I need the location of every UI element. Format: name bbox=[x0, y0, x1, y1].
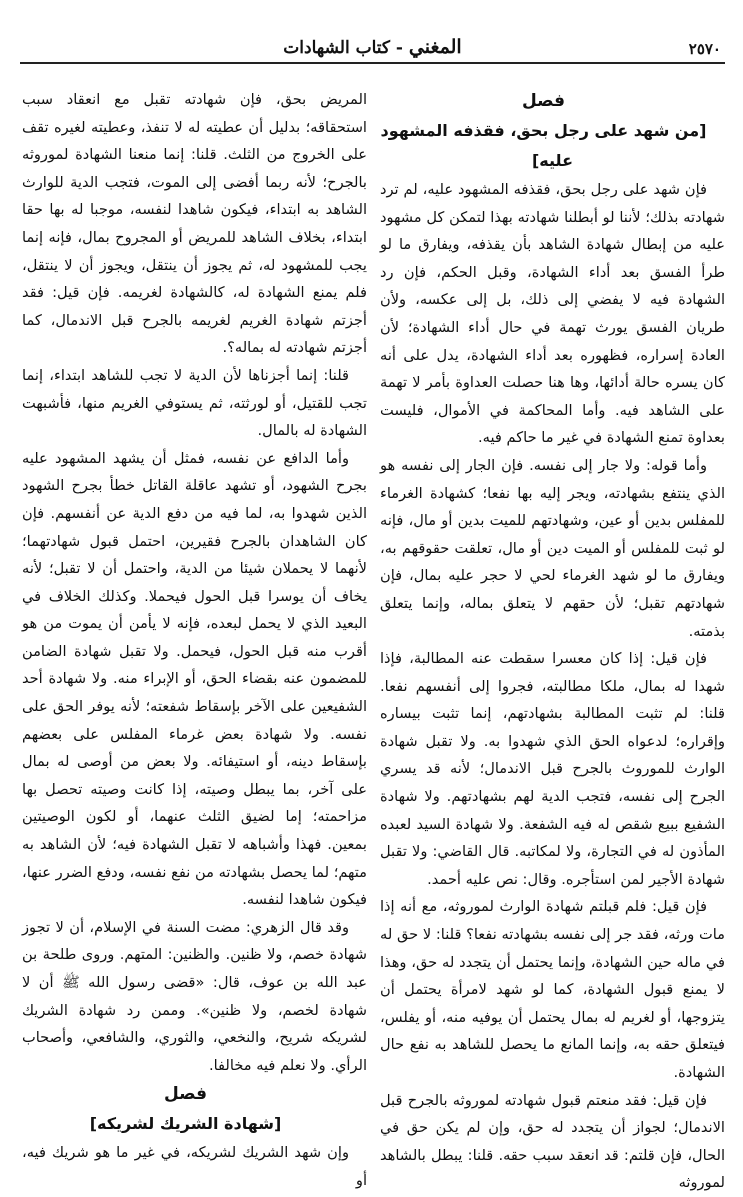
paragraph: فإن شهد على رجل بحق، فقذفه المشهود عليه، لم ترد شهادته بذلك؛ لأننا لو أبطلنا شهادته بهذا لتمكن كل مشهود عليه من إبطال شهادة الشاهد بأن يقذفه، ويفارق ما لو طرأ الفسق بعد أداء الشهادة، وقبل الحكم، فإن رد الشهادة فيه لا يفضي إلى ذلك، بل إلى عكسه، ولأن طريان الفسق يورث تهمة في حال أداء الشهادة؛ لأن العادة إسراره، فظهوره بعد أداء الشهادة، يدل على أنه كان يسره حالة أدائها، وها هنا حصلت العداوة بأمر لا تهمة على الشاهد فيه. وأما المحاكمة في الأموال، فليست بعداوة تمنع الشهادة في غير ما حاكم فيه. bbox=[380, 181, 725, 447]
paragraph: وقد قال الزهري: مضت السنة في الإسلام، أن لا تجوز شهادة خصم، ولا ظنين. والظنين: المتهم. وروى طلحة بن عبد الله بن عوف، قال: «قضى رسول الله ﷺ أن لا شهادة لخصم، ولا ظنين». وممن رد شهادة الشريك لشريكه شريح، والنخعي، والثوري، والشافعي، وأصحاب الرأي. ولا نعلم فيه مخالفا. bbox=[22, 918, 367, 1074]
section-label: فصل bbox=[163, 1084, 208, 1105]
section-label: فصل bbox=[521, 91, 566, 111]
page-number: ٢٥٧٠ bbox=[688, 40, 721, 58]
section-title: [شهادة الشريك لشريكه] bbox=[89, 1114, 282, 1134]
title-separator: - bbox=[390, 38, 409, 58]
paragraph: وإن شهد الشريك لشريكه، في غير ما هو شريك فيه، أو bbox=[22, 1144, 367, 1189]
section-title: [من شهد على رجل بحق، فقذفه المشهود عليه] bbox=[380, 121, 707, 170]
paragraph: المريض بحق، فإن شهادته تقبل مع انعقاد سبب استحقاقه؛ بدليل أن عطيته له لا تنفذ، وعطيته لغيره تقف على الخروج من الثلث. قلنا: إنما منعنا الشهادة لموروثه بالجرح؛ لأنه ربما أفضى إلى الموت، فتجب الدية للوارث الشاهد به ابتداء، فيكون شاهدا لنفسه، موجبا له بها حقا ابتداء، بخلاف الشاهد للمريض أو المجروح بمال، فإنه إنما يجب للمشهود له، ثم يجوز أن ينتقل، ويجوز أن لا ينتقل، فلم يمنع الشهادة له، كالشهادة لغريمه. فإن قيل: فقد أجزتم شهادة الغريم لغريمه بالجرح قبل الاندمال، كما أجزتم شهادته له بماله؟. bbox=[22, 91, 367, 357]
right-column bbox=[380, 86, 725, 1197]
chapter-title: كتاب الشهادات bbox=[283, 38, 390, 58]
book-title: المغني bbox=[408, 36, 462, 58]
paragraph: فإن قيل: فقد منعتم قبول شهادته لموروثه بالجرح قبل الاندمال؛ لجواز أن يتجدد له حق، وإن لم يكن حق في الحال، فإن قلتم: قد انعقد سبب حقه. قلنا: يبطل بالشاهد لموروثه bbox=[380, 1091, 725, 1192]
paragraph: وأما قوله: ولا جار إلى نفسه. فإن الجار إلى نفسه هو الذي ينتفع بشهادته، ويجر إليه بها نفعا؛ كشهادة الغرماء للمفلس بدين أو عين، وشهادتهم للميت بدين أو مال، فإنه لو ثبت للمفلس أو الميت دين أو مال، تعلقت حقوقهم به، ويفارق ما لو شهد الغرماء لحي لا حجر عليه بمال، فإن شهادتهم تقبل؛ لأن حقهم لا يتعلق بماله، وإنما يتعلق بذمته. bbox=[380, 456, 725, 640]
paragraph: قلنا: إنما أجزناها لأن الدية لا تجب للشاهد ابتداء، إنما تجب للقتيل، أو لورثته، ثم يستوفي الغريم منها، فأشبهت الشهادة له بالمال. bbox=[22, 366, 367, 440]
running-title bbox=[20, 36, 725, 58]
left-column bbox=[22, 86, 367, 1195]
running-header bbox=[20, 36, 725, 64]
paragraph: فإن قيل: إذا كان معسرا سقطت عنه المطالبة، فإذا شهدا له بمال، ملكا مطالبته، فجروا إلى أنفسهم نفعا. قلنا: لم تثبت المطالبة بشهادتهم، إنما تثبت بيساره وإقراره؛ لدعواه الحق الذي شهدوا به. ولا تقبل شهادة الوارث للموروث بالجرح قبل الاندمال؛ لأنه قد يسري الجرح إلى نفسه، فتجب الدية لهم بشهادتهم. ولا شهادة الشفيع ببيع شقص له فيه الشفعة. ولا شهادة السيد لعبده المأذون له في التجارة، ولا لمكاتبه. قال القاضي: ولا تقبل شهادة الأجير لمن استأجره. وقال: نص عليه أحمد. bbox=[380, 650, 725, 888]
paragraph: وأما الدافع عن نفسه، فمثل أن يشهد المشهود عليه بجرح الشهود، أو تشهد عاقلة القاتل خطأ بجرح الشهود الذين شهدوا به، لما فيه من دفع الدية عن أنفسهم. فإن كان الشاهدان بالجرح فقيرين، احتمل قبول شهادتهما؛ لأنهما لا يحملان شيئا من الدية، واحتمل أن لا تقبل؛ لأنه يخاف أن يوسرا قبل الحول فيحملا. وكذلك الخلاف في البعيد الذي لا يحمل لبعده، فإنه لا يأمن أن يموت من هو أقرب منه قبل الحول، فيحمل. ولا تقبل شهادة الضامن للمضمون عنه بقضاء الحق، أو الإبراء منه. ولا شهادة أحد الشفيعين على الآخر بإسقاط شفعته؛ لأنه يوفر الحق على نفسه. ولا شهادة بعض غرماء المفلس على بعضهم بإسقاط دينه، أو استيفائه. ولا بعض من أوصى له بمال على آخر، بما يبطل وصيته، إذا كانت وصيته تحصل بها مزاحمته؛ إما لضيق الثلث عنهما، أو لكون الوصيتين بمعين. فهذا وأشباهه لا تقبل الشهادة فيه؛ لأن الشاهد به متهم؛ لما يحصل بشهادته من نفع نفسه، ودفع الضرر عنها، فيكون شاهدا لنفسه. bbox=[22, 449, 367, 909]
paragraph: فإن قيل: فلم قبلتم شهادة الوارث لموروثه، مع أنه إذا مات ورثه، فقد جر إلى نفسه بشهادته نفعا؟ قلنا: لا حق له في ماله حين الشهادة، وإنما يحتمل أن يتجدد له حق، وهذا لا يمنع قبول الشهادة، كما لو شهد لامرأة يحتمل أن يتزوجها، أو لغريم له بمال يحتمل أن يوفيه منه، أو يفلس، فيتعلق حقه به، وإنما المانع ما يحصل للشاهد به نفع حال الشهادة. bbox=[380, 898, 725, 1081]
